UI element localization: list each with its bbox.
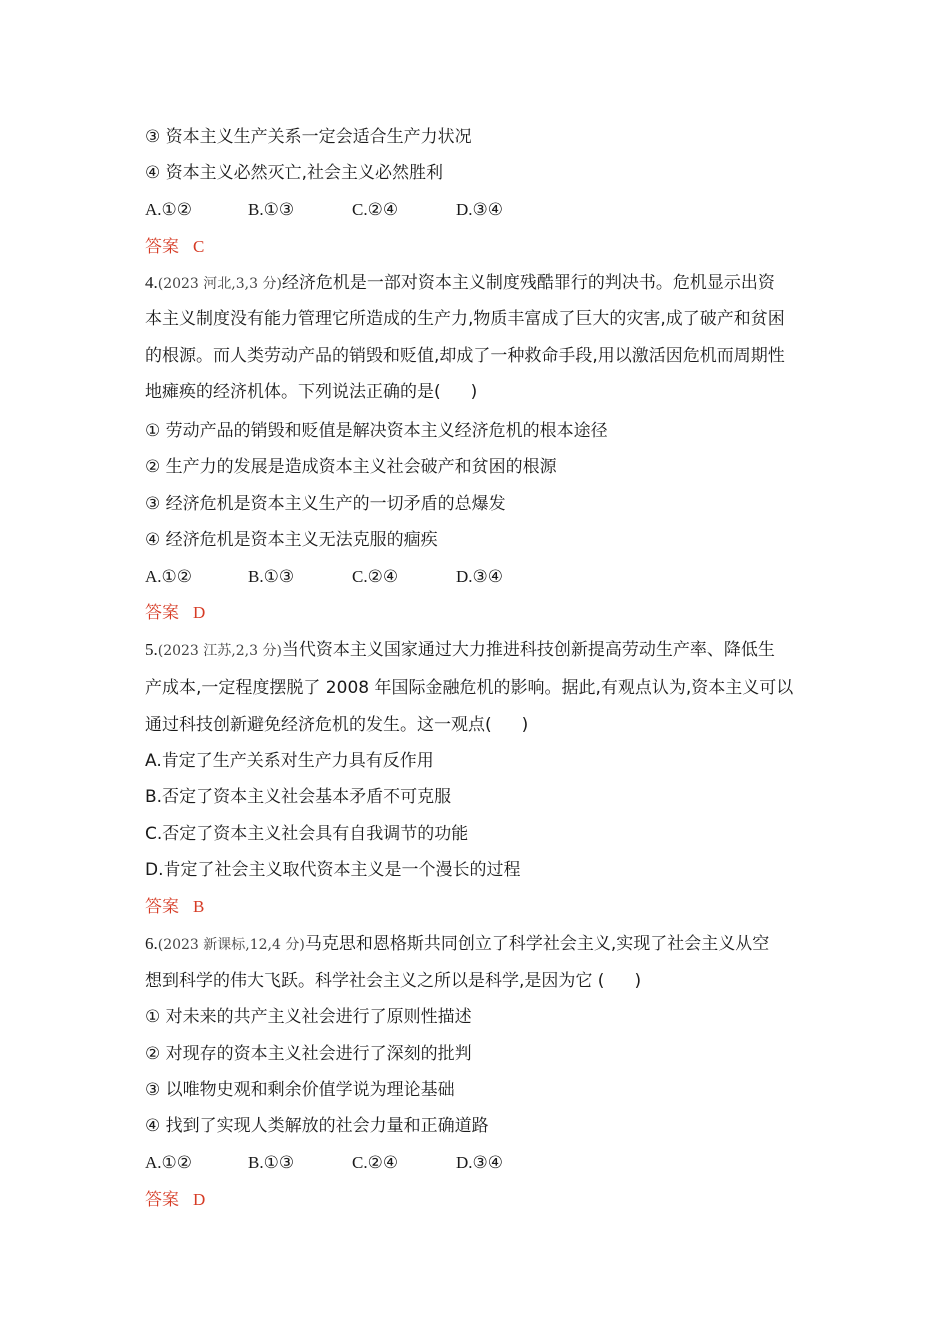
q6-answer [145,1188,815,1212]
q5-source: (2023 江苏,2,3 分) [157,643,282,659]
q3-answer-label: 答案 [145,237,179,257]
q6-statement-3: ③ 以唯物史观和剩余价值学说为理论基础 [145,1080,455,1100]
q4-stem-line-4: 地瘫痪的经济机体。下列说法正确的是( ) [145,382,478,402]
q6-option-a: A.①② [145,1153,193,1172]
q6-statement-2: ② 对现存的资本主义社会进行了深刻的批判 [145,1044,472,1064]
q6-statement-1: ① 对未来的共产主义社会进行了原则性描述 [145,1007,472,1027]
q6-source: (2023 新课标,12,4 分) [157,937,305,953]
q3-option-d: D.③④ [456,200,504,219]
q4-statement-2: ② 生产力的发展是造成资本主义社会破产和贫困的根源 [145,457,557,477]
q4-answer-label: 答案 [145,603,179,623]
q4-answer-value: D [193,603,206,622]
q4-option-c: C.②④ [352,567,399,586]
q3-answer-value: C [193,237,205,256]
q5-answer [145,895,815,919]
q4-option-a: A.①② [145,567,193,586]
q4-statement-3: ③ 经济危机是资本主义生产的一切矛盾的总爆发 [145,494,506,514]
q6-answer-blank-close: ) [634,971,642,991]
q4-stem-line-3: 的根源。而人类劳动产品的销毁和贬值,却成了一种救命手段,用以激活因危机而周期性 [145,346,785,366]
q5-number: 5. [145,640,158,659]
q5-answer-value: B [193,897,205,916]
q6-answer-value: D [193,1190,206,1209]
q4-number: 4. [145,273,158,292]
q6-stem-line-2: 想到科学的伟大飞跃。科学社会主义之所以是科学,是因为它 ( ) [145,971,642,991]
q5-option-c: C.否定了资本主义社会具有自我调节的功能 [145,824,469,844]
q6-number: 6. [145,934,158,953]
q6-stem-line-1: 6.(2023 新课标,12,4 分)马克思和恩格斯共同创立了科学社会主义,实现了社会主义从空 [145,934,770,954]
q4-option-b: B.①③ [248,567,295,586]
q5-option-d: D.肯定了社会主义取代资本主义是一个漫长的过程 [145,860,521,880]
q3-statement-3: ③ 资本主义生产关系一定会适合生产力状况 [145,127,472,147]
q4-stem-line-2: 本主义制度没有能力管理它所造成的生产力,物质丰富成了巨大的灾害,成了破产和贫困 [145,309,785,329]
q5-answer-blank-close: ) [521,715,529,735]
q5-option-b: B.否定了资本主义社会基本矛盾不可克服 [145,787,452,807]
q4-statement-4: ④ 经济危机是资本主义无法克服的痼疾 [145,530,438,550]
q3-option-b: B.①③ [248,200,295,219]
q4-answer [145,601,815,625]
q5-answer-label: 答案 [145,897,179,917]
q3-option-a: A.①② [145,200,193,219]
q5-stem-line-1: 5.(2023 江苏,2,3 分)当代资本主义国家通过大力推进科技创新提高劳动生产率、降低生 [145,640,775,660]
q4-statement-1: ① 劳动产品的销毁和贬值是解决资本主义经济危机的根本途径 [145,421,608,441]
q3-statement-4: ④ 资本主义必然灭亡,社会主义必然胜利 [145,163,444,183]
q5-stem-line-2: 产成本,一定程度摆脱了 2008 年国际金融危机的影响。据此,有观点认为,资本主义可以 [145,678,794,698]
q4-source: (2023 河北,3,3 分) [157,276,282,292]
q6-option-d: D.③④ [456,1153,504,1172]
q3-answer [145,235,815,259]
q6-statement-4: ④ 找到了实现人类解放的社会力量和正确道路 [145,1116,489,1136]
q4-answer-blank-close: ) [470,382,478,402]
q4-stem-line-1: 4.(2023 河北,3,3 分)经济危机是一部对资本主义制度残酷罪行的判决书。危机显示出资 [145,273,775,293]
q5-option-a: A.肯定了生产关系对生产力具有反作用 [145,751,434,771]
q3-option-c: C.②④ [352,200,399,219]
q6-option-b: B.①③ [248,1153,295,1172]
q4-option-d: D.③④ [456,567,504,586]
q5-stem-line-3: 通过科技创新避免经济危机的发生。这一观点( ) [145,715,529,735]
q6-option-c: C.②④ [352,1153,399,1172]
q6-answer-label: 答案 [145,1190,179,1210]
